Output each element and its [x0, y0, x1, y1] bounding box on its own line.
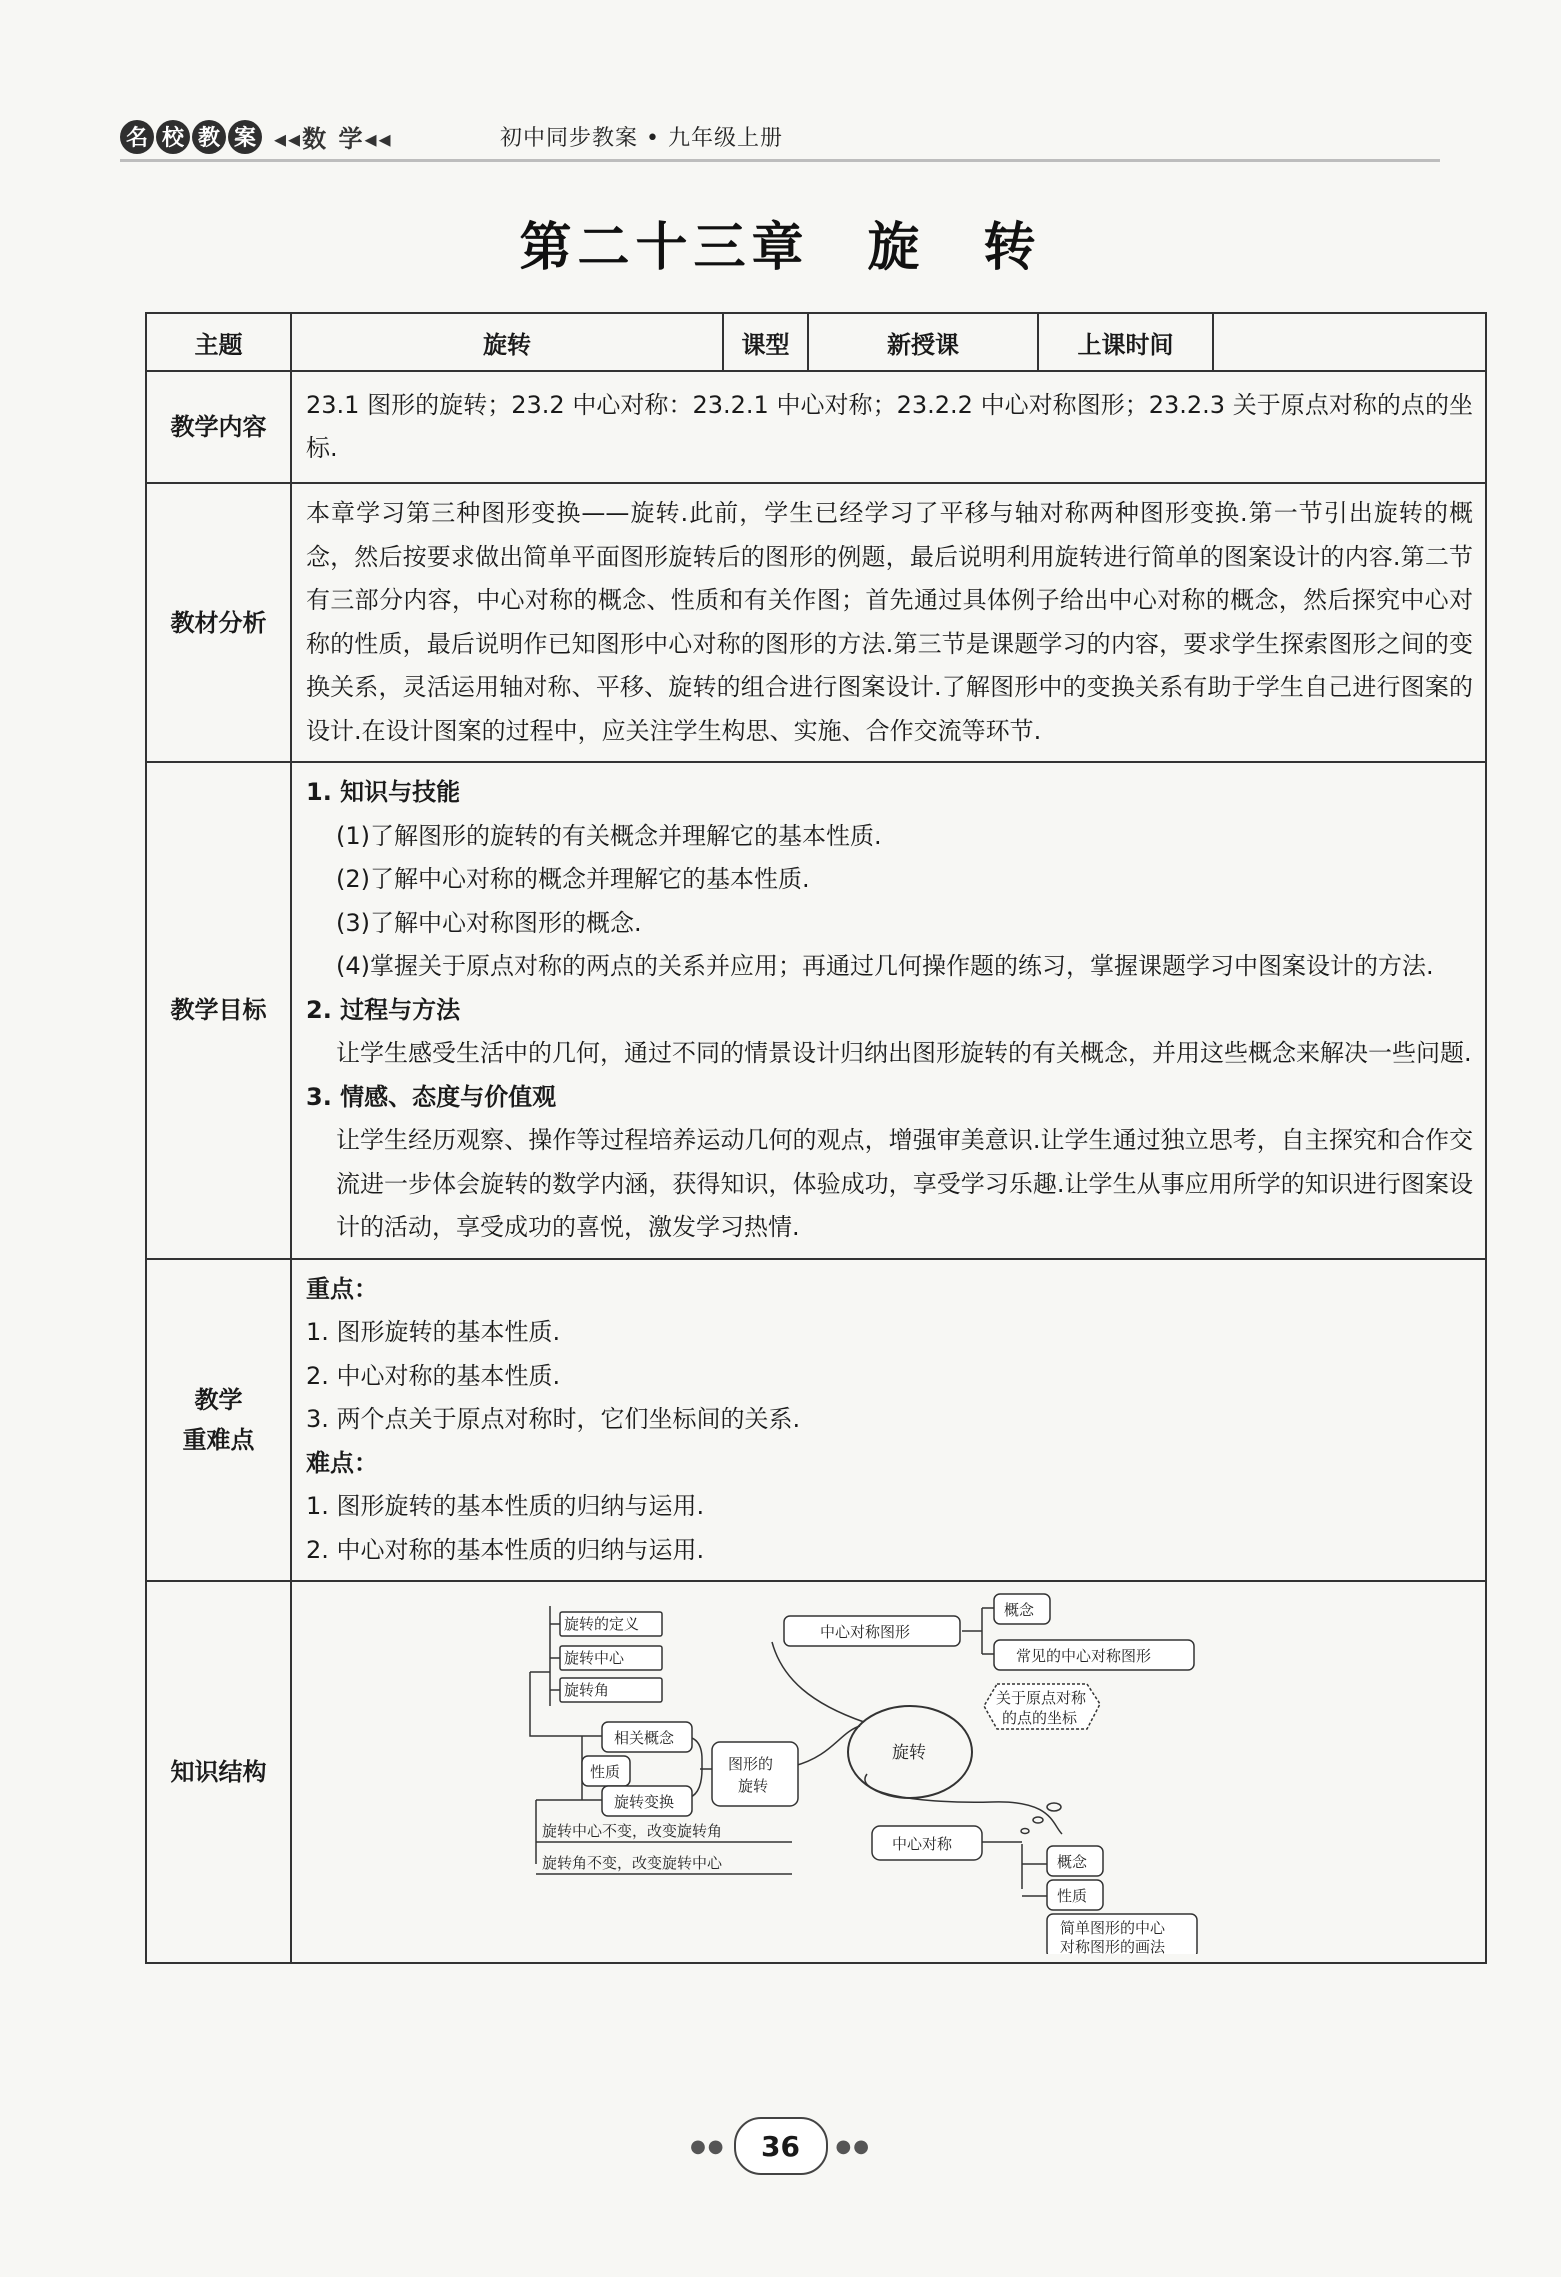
hard-title: 难点：: [306, 1448, 378, 1477]
map-node: 旋转变换: [614, 1793, 675, 1811]
header-divider: [120, 159, 1440, 162]
key-label-line: 重难点: [182, 1425, 255, 1454]
time-value: [1213, 313, 1486, 371]
table-row-goals: [146, 762, 1486, 1259]
table-row-content: [146, 371, 1486, 483]
map-node: 简单图形的中心: [1060, 1919, 1166, 1937]
key-item: 3. 两个点关于原点对称时，它们坐标间的关系.: [306, 1405, 801, 1433]
table-row-key-points: [146, 1259, 1486, 1582]
knowledge-map-cell: [291, 1581, 1486, 1963]
map-node: 概念: [1004, 1601, 1035, 1619]
page-footer: [0, 2117, 1561, 2175]
key-title: 重点：: [306, 1274, 378, 1303]
time-label: 上课时间: [1038, 313, 1213, 371]
page-header: [120, 115, 1440, 163]
map-node: 旋转中心: [564, 1649, 625, 1667]
goals-label: 教学目标: [146, 762, 291, 1259]
key-item: 1. 图形旋转的基本性质.: [306, 1318, 561, 1346]
page-number: 36: [734, 2117, 828, 2175]
map-node: 性质: [590, 1763, 621, 1781]
chapter-title: 第二十三章 旋 转: [519, 217, 1042, 278]
goal-item: (4)掌握关于原点对称的两点的关系并应用；再通过几何操作题的练习，掌握课题学习中图案设计的方法.: [336, 952, 1434, 980]
brand-char: 名: [120, 120, 154, 154]
table-row-analysis: [146, 483, 1486, 762]
brand-logo: [120, 119, 393, 154]
map-node: 的点的坐标: [1002, 1709, 1078, 1727]
hard-item: 1. 图形旋转的基本性质的归纳与运用.: [306, 1492, 705, 1520]
analysis-text: 本章学习第三种图形变换——旋转.此前，学生已经学习了平移与轴对称两种图形变换.第一节引出旋转的概念，然后按要求做出简单平面图形旋转后的图形的例题，最后说明利用旋转进行简单的图案设计的内容.第二节有三部分内容，中心对称的概念、性质和有关作图；首先通过具体例子给出中心对称的概念，然后探究中心对称的性质，最后说明作已知图形中心对称的图形的方法.第三节是课题学习的内容，要求学生探索图形之间的变换关系，灵活运用轴对称、平移、旋转的组合进行图案设计.了解图形中的变换关系有助于学生自己进行图案的设计.在设计图案的过程中，应关注学生构思、实施、合作交流等环节.: [291, 483, 1486, 762]
key-label-line: 教学: [194, 1385, 243, 1414]
topic-value: 旋转: [291, 313, 723, 371]
goal-item: (1)了解图形的旋转的有关概念并理解它的基本性质.: [336, 821, 882, 850]
map-node: 图形的: [728, 1755, 774, 1773]
brand-char: 校: [156, 120, 190, 154]
goal-item: (3)了解中心对称图形的概念.: [336, 908, 642, 937]
map-node: 旋转中心不变，改变旋转角: [542, 1822, 723, 1840]
brand-char: 案: [228, 120, 262, 154]
footer-decoration-icon: ●●: [690, 2135, 726, 2157]
map-node: 性质: [1057, 1887, 1088, 1905]
analysis-label: 教材分析: [146, 483, 291, 762]
map-node: 关于原点对称: [996, 1689, 1087, 1707]
footer-decoration-icon: ●●: [835, 2135, 871, 2157]
goal-item: (2)了解中心对称的概念并理解它的基本性质.: [336, 865, 810, 893]
key-item: 2. 中心对称的基本性质.: [306, 1361, 561, 1390]
map-node: 旋转角不变，改变旋转中心: [542, 1854, 723, 1872]
map-node: 中心对称: [892, 1835, 953, 1853]
table-row-structure: [146, 1581, 1486, 1963]
goal-text: 让学生经历观察、操作等过程培养运动几何的观点，增强审美意识.让学生通过独立思考，自主探究和合作交流进一步体会旋转的数学内涵，获得知识，体验成功，享受学习乐趣.让学生从事应用所学的知识进行图案设计的活动，享受成功的喜悦，激发学习热情.: [336, 1126, 1473, 1241]
map-node: 概念: [1057, 1853, 1088, 1871]
knowledge-mind-map: [292, 1584, 1482, 1954]
goals-cell: [291, 762, 1486, 1259]
map-center-node: 旋转: [892, 1743, 926, 1763]
map-node: 旋转的定义: [564, 1615, 640, 1633]
content-text: 23.1 图形的旋转；23.2 中心对称：23.2.1 中心对称；23.2.2 中心对称图形；23.2.3 关于原点对称的点的坐标.: [291, 371, 1486, 483]
type-value: 新授课: [808, 313, 1038, 371]
subject-label: ◂◂数 学◂◂: [274, 125, 393, 153]
map-node: 旋转: [738, 1777, 769, 1795]
key-label: [146, 1259, 291, 1582]
goal-text: 让学生感受生活中的几何，通过不同的情景设计归纳出图形旋转的有关概念，并用这些概念来解决一些问题.: [336, 1039, 1472, 1067]
content-label: 教学内容: [146, 371, 291, 483]
type-label: 课型: [723, 313, 808, 371]
structure-label: 知识结构: [146, 1581, 291, 1963]
hard-item: 2. 中心对称的基本性质的归纳与运用.: [306, 1535, 705, 1564]
topic-label: 主题: [146, 313, 291, 371]
goal-section-title: 1. 知识与技能: [306, 778, 461, 806]
map-node: 相关概念: [614, 1729, 675, 1747]
map-node: 旋转角: [564, 1681, 610, 1699]
map-node: 中心对称图形: [820, 1623, 911, 1641]
map-node: 常见的中心对称图形: [1016, 1647, 1152, 1665]
table-row-topic: [146, 313, 1486, 371]
goal-section-title: 3. 情感、态度与价值观: [306, 1082, 557, 1111]
goal-section-title: 2. 过程与方法: [306, 995, 461, 1024]
map-node: 对称图形的画法: [1060, 1938, 1166, 1954]
brand-char: 教: [192, 120, 226, 154]
lesson-plan-table: [145, 312, 1487, 1964]
series-title: 初中同步教案 • 九年级上册: [500, 126, 783, 151]
key-cell: [291, 1259, 1486, 1582]
